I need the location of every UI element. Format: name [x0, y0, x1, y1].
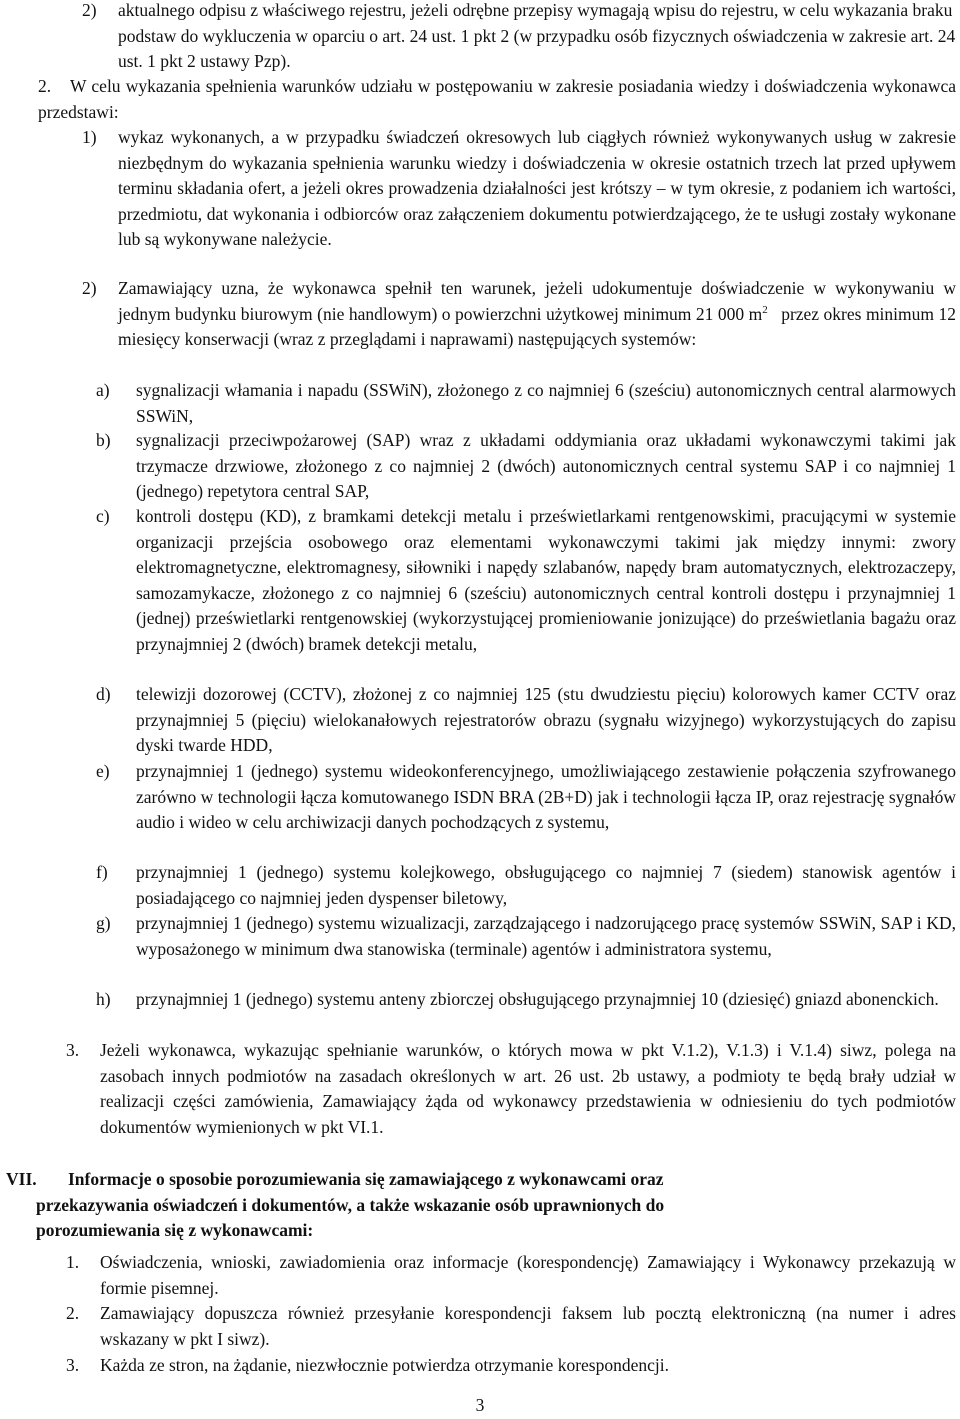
list-item-number: 3.	[66, 1355, 80, 1375]
list-item-number: 2)	[82, 0, 97, 20]
system-item-d: d) telewizji dozorowej (CCTV), złożonej z co najmniej 125 (stu dwudziestu pięciu) kolorowych kamer CCTV oraz przynajmniej 5 (pięciu) wielokanałowych rejestratorów obrazu (sygnału wizyjnego) wykorzystujących do zapisu dyski twarde HDD,	[96, 684, 956, 755]
system-item-a: a) sygnalizacji włamania i napadu (SSWiN), złożonego z co najmniej 6 (sześciu) autonomicznych central alarmowych SSWiN,	[96, 380, 956, 426]
list-item-number: 1)	[82, 127, 97, 147]
list-item-number: 1.	[66, 1252, 80, 1272]
list-item-text: Oświadczenia, wnioski, zawiadomienia oraz informacje (korespondencję) Zamawiający i Wykonawcy przekazują w formie pisemnej.	[100, 1252, 956, 1298]
system-item-g: g) przynajmniej 1 (jednego) systemu wizualizacji, zarządzającego i nadzorującego pracę systemów SSWiN, SAP i KD, wyposażonego w minimum dwa stanowiska (terminale) agentów i administratora systemu,	[96, 913, 956, 959]
section-2-paragraph	[38, 74, 956, 125]
chapter-title-line: porozumiewania się z wykonawcami:	[36, 1220, 314, 1240]
system-item-e: e) przynajmniej 1 (jednego) systemu wideokonferencyjnego, umożliwiającego zestawienie połączenia szyfrowanego zarówno w technologii łącza komutowanego ISDN BRA (2B+D) jak i technologii łącza IP, oraz rejestrację sygnałów audio i wideo w celu archiwizacji danych pochodzących z systemu,	[96, 761, 956, 832]
section-2-text: W celu wykazania spełnienia warunków udziału w postępowaniu w zakresie posiadania wiedzy i doświadczenia wykonawca przedstawi:	[38, 76, 956, 122]
list-item-text: Zamawiający dopuszcza również przesyłanie korespondencji faksem lub pocztą elektroniczną (na numer i adres wskazany w pkt I siwz).	[100, 1303, 956, 1349]
system-item-h: h) przynajmniej 1 (jednego) systemu anteny zbiorczej obsługującego przynajmniej 10 (dziesięć) gniazd abonenckich.	[96, 989, 939, 1009]
section-number: 3.	[66, 1040, 80, 1060]
list-item-text: Zamawiający uzna, że wykonawca spełnił ten warunek, jeżeli udokumentuje doświadczenie w wykonywaniu w jednym budynku biurowym (nie handlowym) o powierzchni użytkowej minimum 21 000 $m^2$ przez okres minimum 12 miesięcy konserwacji (wraz z przeglądami i naprawami) następujących systemów:	[118, 278, 956, 349]
section-number: 2.	[38, 76, 52, 96]
system-item-b: b) sygnalizacji przeciwpożarowej (SAP) wraz z układami oddymiania oraz układami wykonawczymi takimi jak trzymacze drzwiowe, złożonego z co najmniej 2 (dwóch) autonomicznych central systemu SAP i co najmniej 1 (jednego) repetytora central SAP,	[96, 430, 956, 501]
section-3-text: Jeżeli wykonawca, wykazując spełnianie warunków, o których mowa w pkt V.1.2), V.1.3) i V.1.4) siwz, polega na zasobach innych podmiotów na zasadach określonych w art. 26 ust. 2b ustawy, a podmioty te będą brały udział w realizacji części zamówienia, Zamawiający żąda od wykonawcy przedstawienia w odniesieniu do tych podmiotów dokumentów wymienionych w pkt VI.1.	[100, 1040, 956, 1137]
chapter-title-line: Informacje o sposobie porozumiewania się zamawiającego z wykonawcami oraz	[68, 1169, 664, 1189]
system-item-c: c) kontroli dostępu (KD), z bramkami detekcji metalu i prześwietlarkami rentgenowskimi, pracującymi w systemie organizacji przejścia osobowego oraz elementami wykonawczymi takimi jak między innymi: zwory elektromagnetyczne, elektromagnesy, siłowniki i napędy szlabanów, napędy bram automatycznych, elektrozaczepy, samozamykacze, złożonego z co najmniej 6 (sześciu) autonomicznych central kontroli dostępu i przynajmniej 1 (jednej) prześwietlarki rentgenowskiej (wykorzystującej promieniowanie jonizujące) do prześwietlania bagażu oraz przynajmniej 2 (dwóch) bramek detekcji metalu,	[96, 506, 956, 654]
chapter-title-line: przekazywania oświadczeń i dokumentów, a także wskazanie osób uprawnionych do	[36, 1195, 665, 1215]
chapter-number: VII.	[6, 1169, 37, 1189]
list-item-text: wykaz wykonanych, a w przypadku świadczeń okresowych lub ciągłych również wykonywanych usług w zakresie niezbędnym do wykazania spełnienia warunku wiedzy i doświadczenia w okresie ostatnich trzech lat przed upływem terminu składania ofert, a jeżeli okres prowadzenia działalności jest krótszy – w tym okresie, z podaniem ich wartości, przedmiotu, dat wykonania i odbiorców oraz załączeniem dokumentu potwierdzającego, że te usługi zostały wykonane lub są wykonywane należycie.	[118, 127, 956, 249]
system-item-f: f) przynajmniej 1 (jednego) systemu kolejkowego, obsługującego co najmniej 7 (siedem) stanowisk agentów i posiadającego co najmniej jeden dyspenser biletowy,	[96, 862, 956, 908]
superscript: 2	[762, 303, 768, 316]
list-item-number: 2.	[66, 1303, 80, 1323]
list-item-text: Każda ze stron, na żądanie, niezwłocznie potwierdza otrzymanie korespondencji.	[100, 1355, 669, 1375]
list-item-text: aktualnego odpisu z właściwego rejestru, jeżeli odrębne przepisy wymagają wpisu do rejestru, w celu wykazania braku podstaw do wykluczenia w oparciu o art. 24 ust. 1 pkt 2 (w przypadku osób fizycznych oświadczenia w zakresie art. 24 ust. 1 pkt 2 ustawy Pzp).	[118, 0, 956, 71]
page-number: 3	[475, 1395, 485, 1415]
list-item-number: 2)	[82, 278, 97, 298]
